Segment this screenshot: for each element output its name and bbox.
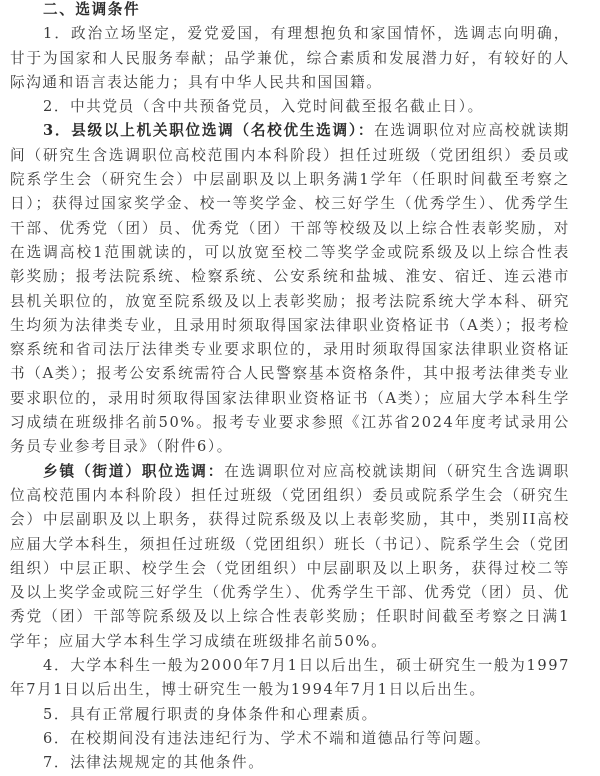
condition-item-5: 5．具有正常履行职责的身体条件和心理素质。 <box>43 705 378 723</box>
condition-item-3-township <box>10 460 570 654</box>
condition-item-3-township-lead: 乡镇（街道）职位选调： <box>43 462 225 480</box>
condition-item-4: 4．大学本科生一般为2000年7月1日以后出生，硕士研究生一般为1997年7月1日以后出生，博士研究生一般为1994年7月1日以后出生。 <box>10 657 570 699</box>
condition-item-3-text: 在选调职位对应高校就读期间（研究生含选调职位高校范围内本科阶段）担任过班级（党团组织）委员或院系学生会（研究生会）中层副职及以上职务满1学年（任职时间截至考察之日）；获得过国家奖学金、校一等奖学金、校三好学生（优秀学生）、优秀学生干部、优秀党（团）员、优秀党（团）干部等校级及以上综合性表彰奖励，对在选调高校1范围就读的，可以放宽至校二等奖学金或院系级及以上综合性表彰奖励；报考法院系统、检察系统、公安系统和盐城、淮安、宿迁、连云港市县机关职位的，放宽至院系级及以上表彰奖励；报考法院系统大学本科、研究生均须为法律类专业，且录用时须取得国家法律职业资格证书（A类）；报考检察系统和省司法厅法律类专业要求职位的，录用时须取得国家法律职业资格证书（A类）；报考公安系统需符合人民警察基本资格条件，其中报考法律类专业要求职位的，录用时须取得国家法律职业资格证书（A类）；应届大学本科生学习成绩在班级排名前50%。报考专业要求参照《江苏省2024年度考试录用公务员专业参考目录》（附件6）。 <box>10 122 570 456</box>
condition-item-1: 1．政治立场坚定，爱党爱国，有理想抱负和家国情怀，选调志向明确，甘于为国家和人民服务奉献；品学兼优，综合素质和发展潜力好，有较好的人际沟通和语言表达能力；具有中华人民共和国国籍。 <box>10 25 570 91</box>
condition-item-2: 2．中共党员（含中共预备党员，入党时间截至报名截止日）。 <box>43 98 484 116</box>
condition-item-7: 7．法律法规规定的其他条件。 <box>43 754 265 772</box>
condition-item-3-lead: 3．县级以上机关职位选调（名校优生选调）： <box>43 122 375 140</box>
condition-item-3-township-text: 在选调职位对应高校就读期间（研究生含选调职位高校范围内本科阶段）担任过班级（党团组织）委员或院系学生会（研究生会）中层副职及以上职务，获得过院系级及以上表彰奖励，其中，类别II高校应届大学本科生，须担任过班级（党团组织）班长（书记）、院系学生会（党团组织）中层正职、校学生会（党团组织）中层副职及以上职务，获得过校二等及以上奖学金或院三好学生（优秀学生）、优秀学生干部、优秀党（团）员、优秀党（团）干部等院系级及以上综合性表彰奖励；任职时间截至考察之日满1学年；应届大学本科生学习成绩在班级排名前50%。 <box>10 462 570 650</box>
condition-item-3 <box>10 119 570 459</box>
condition-item-6: 6．在校期间没有违法违纪行为、学术不端和道德品行等问题。 <box>43 729 492 747</box>
section-title: 二、选调条件 <box>43 1 141 18</box>
document-body <box>10 0 570 776</box>
